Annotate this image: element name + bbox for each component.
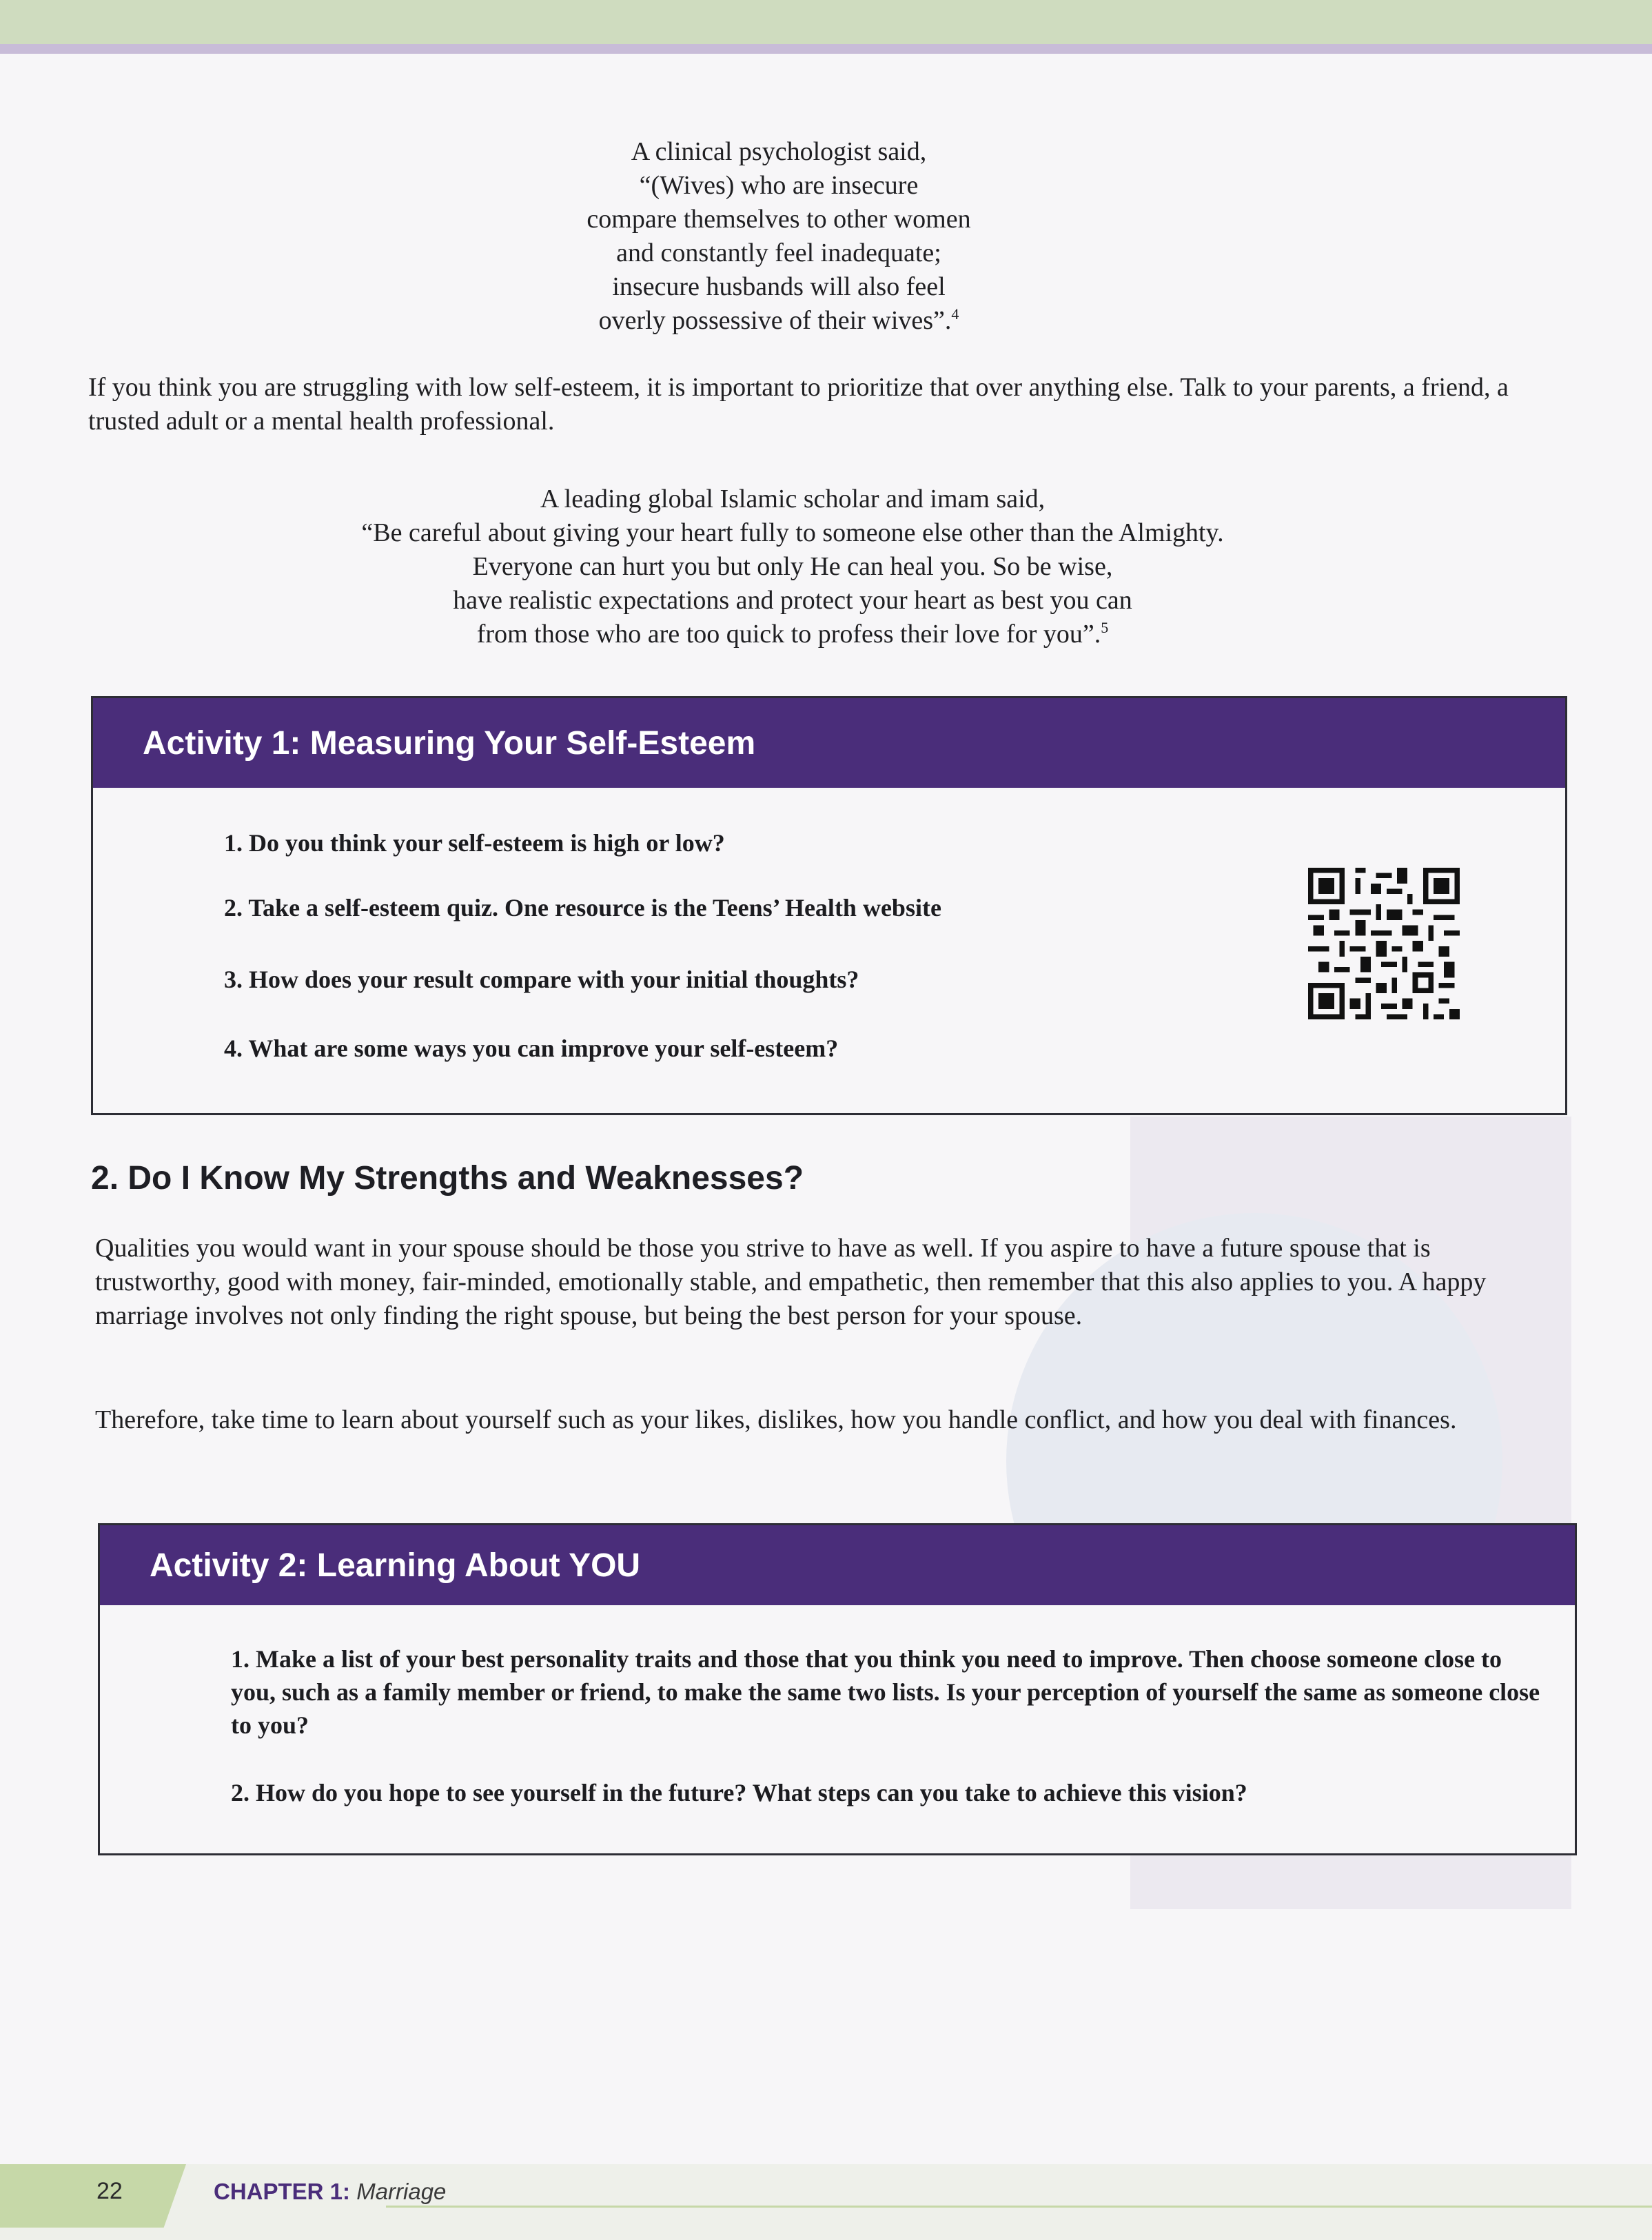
footer-tab <box>0 2164 186 2228</box>
activity-2-item: 1. Make a list of your best personality traits and those that you think you need to improve. Then choose someone close to you, such as a family member or friend, to make the same two lists. Is your perception of yourself the same as someone close to you? <box>231 1645 1540 1739</box>
activity-1-item: 2. Take a self-esteem quiz. One resource is the Teens’ Health website <box>224 894 941 922</box>
quote-line: Everyone can hurt you but only He can heal you. So be wise, <box>472 552 1113 581</box>
quote-line: “Be careful about giving your heart fully to someone else other than the Almighty. <box>361 518 1224 547</box>
activity-2-title: Activity 2: Learning About YOU <box>150 1547 641 1584</box>
section-heading: 2. Do I Know My Strengths and Weaknesses? <box>91 1160 804 1197</box>
paragraph-qualities: Qualities you would want in your spouse should be those you strive to have as well. If you aspire to have a future spouse that is trustworthy, good with money, fair-minded, emotionally stable, and empathetic, then remember that this also applies to you. A happy marriage involves not only finding the right spouse, but being the best person for your spouse. <box>95 1234 1487 1330</box>
activity-1-item: 4. What are some ways you can improve your self-esteem? <box>224 1035 839 1062</box>
top-band <box>0 0 1652 54</box>
activity-1-title: Activity 1: Measuring Your Self-Esteem <box>143 724 756 762</box>
activity-1-header <box>93 698 1565 788</box>
activity-2-box <box>98 1523 1577 1855</box>
top-stripe <box>0 44 1652 54</box>
footer-chapter <box>214 2179 446 2205</box>
quote-line: from those who are too quick to profess their love for you”.$^5$ <box>476 619 1109 649</box>
footnote-ref: 5 <box>1101 619 1109 636</box>
qr-code-icon[interactable] <box>1308 864 1460 1024</box>
quote-line: insecure husbands will also feel <box>612 272 946 301</box>
chapter-title: Marriage <box>356 2179 447 2204</box>
activity-1-item: 1. Do you think your self-esteem is high or low? <box>224 829 725 857</box>
paragraph-learn-yourself: Therefore, take time to learn about yourself such as your likes, dislikes, how you handle conflict, and how you deal with finances. <box>95 1405 1457 1434</box>
quote-line: overly possessive of their wives”.$^4$ <box>598 305 959 335</box>
footer-rule <box>386 2206 1652 2208</box>
activity-2-item: 2. How do you hope to see yourself in the future? What steps can you take to achieve this vision? <box>231 1779 1247 1806</box>
quote-line: compare themselves to other women <box>587 205 971 234</box>
footnote-ref: 4 <box>951 305 959 323</box>
page-number: 22 <box>96 2178 123 2204</box>
quote-line: “(Wives) who are insecure <box>639 171 919 200</box>
quote-line: A leading global Islamic scholar and imam said, <box>540 485 1046 513</box>
quote-line: have realistic expectations and protect your heart as best you can <box>453 586 1132 615</box>
activity-2-header <box>100 1525 1575 1605</box>
activity-1-item: 3. How does your result compare with your initial thoughts? <box>224 966 859 993</box>
quote-scholar <box>227 482 1358 651</box>
quote-line: and constantly feel inadequate; <box>616 238 941 267</box>
quote-psychologist <box>441 135 1116 338</box>
quote-line: A clinical psychologist said, <box>631 137 927 166</box>
chapter-label: CHAPTER 1: <box>214 2179 351 2204</box>
paragraph-low-self-esteem: If you think you are struggling with low self-esteem, it is important to prioritize that over anything else. Talk to your parents, a friend, a trusted adult or a mental health professional. <box>88 373 1509 436</box>
